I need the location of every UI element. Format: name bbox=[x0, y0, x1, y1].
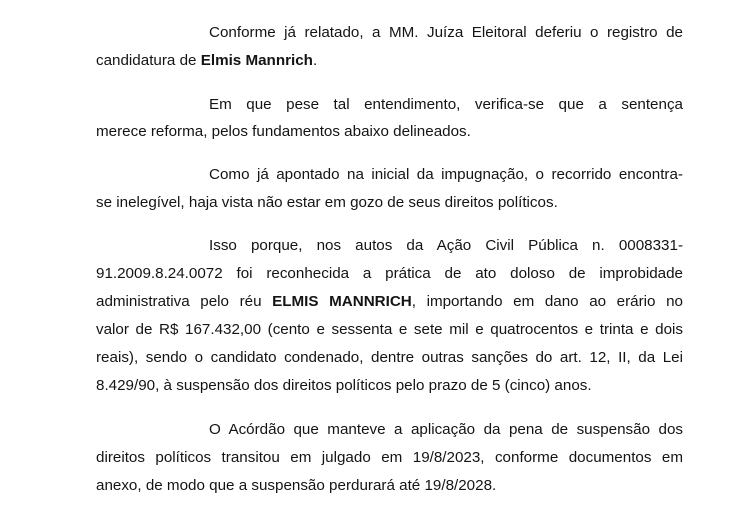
paragraph-3-line-2: se inelegível, haja vista não estar em gozo de seus direitos políticos. bbox=[96, 194, 558, 211]
paragraph-4-line-4: valor de R$ 167.432,00 (cento e sessenta e sete mil e quatrocentos e trinta e dois bbox=[96, 321, 683, 338]
paragraph-5-line-1: O Acórdão que manteve a aplicação da pena de suspensão dos bbox=[209, 421, 683, 438]
candidate-name: Elmis Mannrich bbox=[200, 52, 313, 69]
paragraph-4-line-1: Isso porque, nos autos da Ação Civil Pública n. 0008331- bbox=[209, 237, 683, 254]
text-segment: candidatura de bbox=[96, 52, 201, 69]
paragraph-3-line-1: Como já apontado na inicial da impugnação, o recorrido encontra- bbox=[209, 166, 683, 183]
paragraph-5-line-2: direitos políticos transitou em julgado em 19/8/2023, conforme documentos em bbox=[96, 449, 683, 466]
paragraph-4-line-3 bbox=[96, 293, 683, 311]
text-segment: administrativa pelo réu bbox=[96, 293, 273, 310]
paragraph-4-line-6: 8.429/90, à suspensão dos direitos políticos pelo prazo de 5 (cinco) anos. bbox=[96, 377, 592, 394]
paragraph-2-line-2: merece reforma, pelos fundamentos abaixo delineados. bbox=[96, 123, 471, 140]
defendant-name: ELMIS MANNRICH bbox=[272, 293, 412, 310]
paragraph-1-line-1: Conforme já relatado, a MM. Juíza Eleitoral deferiu o registro de bbox=[209, 24, 683, 41]
text-segment: . bbox=[312, 52, 318, 69]
paragraph-1-line-2 bbox=[96, 52, 317, 70]
paragraph-4-line-2: 91.2009.8.24.0072 foi reconhecida a prática de ato doloso de improbidade bbox=[96, 265, 683, 282]
paragraph-4-line-5: reais), sendo o candidato condenado, dentre outras sanções do art. 12, II, da Lei bbox=[96, 349, 683, 366]
text-segment: , importando em dano ao erário no bbox=[411, 293, 683, 310]
paragraph-5-line-3: anexo, de modo que a suspensão perdurará até 19/8/2028. bbox=[96, 477, 497, 494]
paragraph-2-line-1: Em que pese tal entendimento, verifica-se que a sentença bbox=[209, 96, 683, 113]
